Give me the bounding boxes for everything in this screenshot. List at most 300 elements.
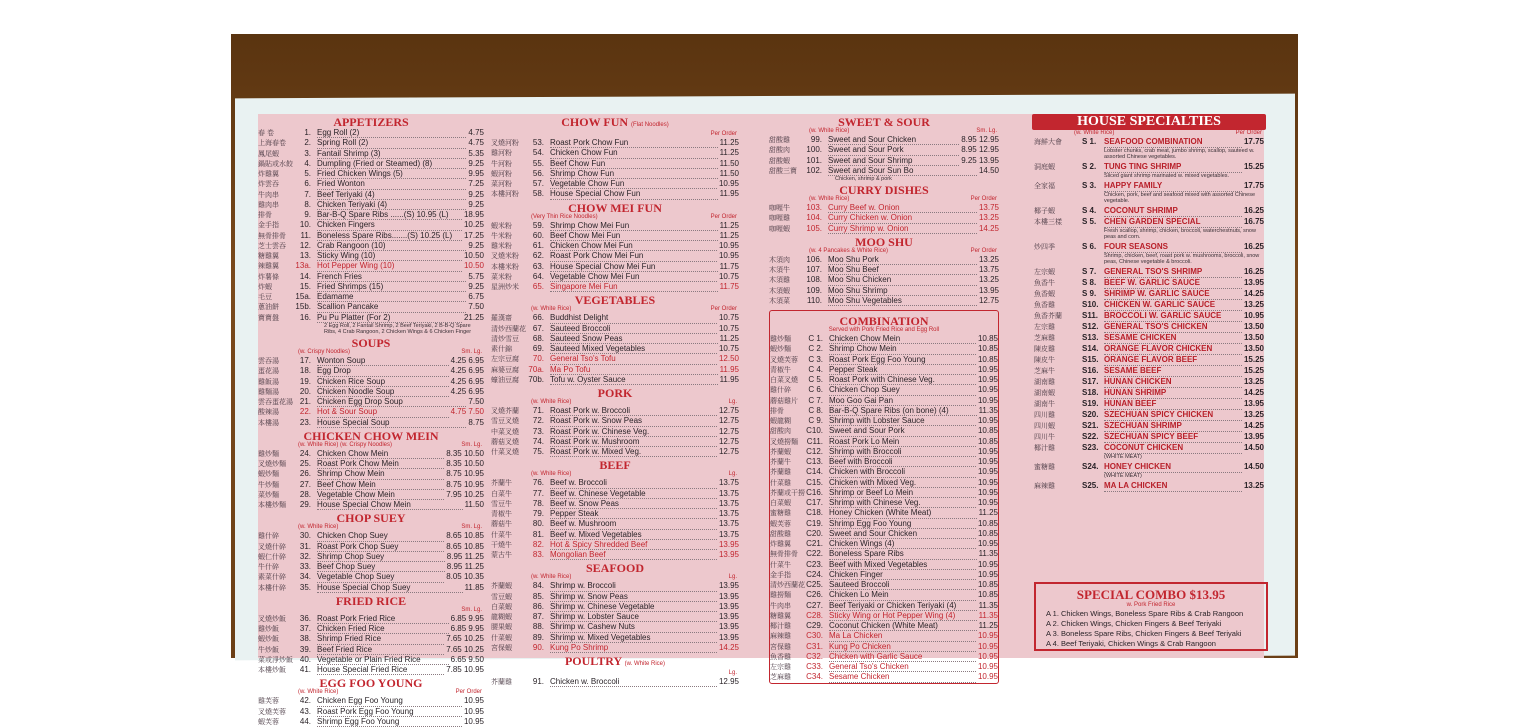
item-name: Chicken Lo Mein [829, 590, 976, 600]
menu-item [258, 179, 484, 189]
item-chinese-name: 甜酸雞 [769, 137, 790, 144]
menu-item [770, 570, 998, 580]
item-name: Beef Fried Rice [317, 645, 444, 655]
menu-item [491, 169, 739, 179]
item-number: 68. [532, 333, 544, 343]
item-name: Shrimp Chow Mein [317, 469, 444, 479]
item-number: 64. [532, 271, 544, 281]
item-price: 10.25 [463, 220, 484, 230]
house-special-item [1034, 388, 1264, 399]
item-chinese-name: 甜酸三寶 [769, 167, 797, 175]
item-name: Roast Pork Fried Rice [317, 614, 449, 624]
item-price: 11.25 [719, 220, 739, 230]
item-name: Bar-B-Q Spare Ribs ......(S) 10.95 (L) [317, 210, 462, 220]
item-number: 42. [299, 696, 311, 706]
item-chinese-name: 雲吞蛋花湯 [258, 399, 293, 407]
menu-item [258, 707, 484, 717]
menu-item [258, 624, 484, 634]
menu-item [769, 213, 999, 223]
house-special-item [1034, 311, 1264, 322]
item-price: 7.85 10.95 [446, 665, 484, 675]
chop-suey-sub: (w. White Rice) [298, 524, 339, 531]
item-chinese-name: 叉燒芥蘭 [491, 408, 519, 415]
item-number: 80. [532, 519, 544, 529]
item-number: 36. [299, 613, 311, 623]
item-chinese-name: 芥蘭牛 [770, 459, 791, 467]
item-name: Curry Shrimp w. Onion [828, 224, 977, 234]
item-chinese-name: 四川牛 [1034, 434, 1055, 441]
item-chinese-name: 芥蘭雞 [770, 469, 791, 477]
item-chinese-name: 蝦河粉 [491, 170, 512, 178]
section-title-chop-suey: CHOP SUEY [336, 511, 406, 526]
chow-mein-sub: (w. White Rice) (w. Crispy Noodles) [298, 441, 393, 448]
menu-item [491, 592, 739, 602]
item-number: S 4. [1082, 206, 1097, 215]
item-number: 41. [299, 665, 311, 675]
item-chinese-name: 本樓炒飯 [258, 667, 286, 675]
item-chinese-name: 牛炒飯 [258, 646, 279, 654]
item-name: Chicken Chow Mein [317, 449, 444, 459]
item-chinese-name: 雞米粉 [491, 243, 512, 250]
item-price: 13.95 [718, 581, 739, 591]
item-price: 10.85 [977, 436, 998, 446]
item-name: SZECHUAN SPICY CHICKEN [1104, 410, 1242, 421]
chow-mein-header [258, 442, 484, 449]
menu-item [258, 356, 484, 366]
menu-item [258, 169, 484, 179]
item-name: House Special Fried Rice [317, 665, 444, 675]
item-price: 11.25 [719, 138, 739, 147]
moo-shu-header [769, 248, 999, 255]
item-price: 16.25 [1243, 242, 1264, 251]
menu-item [258, 241, 484, 251]
item-chinese-name: 咖喱蝦 [769, 225, 790, 233]
item-number: C22. [806, 549, 823, 559]
menu-item [491, 406, 739, 416]
item-number: 3. [304, 148, 311, 158]
item-number: 55. [532, 158, 544, 168]
item-chinese-name: 羅漢齋 [491, 315, 512, 323]
item-price: 11.35 [978, 610, 998, 620]
item-number: 90. [532, 642, 544, 652]
moo-shu-per-label: Per [970, 247, 980, 254]
item-number: C33. [806, 662, 823, 672]
item-price: 10.95 [977, 569, 998, 579]
item-price: 11.75 [719, 261, 739, 271]
item-price: 10.95 [977, 364, 998, 374]
item-number: S23. [1082, 443, 1099, 452]
item-chinese-name: 芥蘭蝦 [491, 583, 512, 591]
item-name: Hot & Spicy Shredded Beef [550, 540, 717, 550]
item-number: C11. [806, 436, 823, 446]
item-name: Singapore Mei Fun [550, 282, 718, 292]
house-special-item [1034, 399, 1264, 410]
item-price: 10.75 [718, 271, 739, 281]
item-price: 9.25 13.95 [961, 155, 999, 165]
item-chinese-name: 雞炒麵 [770, 336, 791, 344]
menu-item [491, 427, 739, 437]
item-chinese-name: 雞什碎 [258, 533, 279, 541]
menu-item [770, 631, 998, 641]
menu-column-3 [769, 114, 999, 684]
item-number: 109. [806, 285, 822, 295]
item-chinese-name: 宮保雞 [770, 643, 791, 651]
item-chinese-name: 糖雞翼 [258, 253, 279, 260]
item-chinese-name: 芥蘭牛 [491, 480, 512, 488]
item-price: 10.95 [718, 251, 739, 261]
item-chinese-name: 炸雞翼 [770, 541, 791, 549]
item-number: 57. [532, 179, 544, 188]
item-price: 11.25 [978, 621, 998, 631]
special-combo-title: SPECIAL COMBO $13.95 [1076, 587, 1226, 602]
item-name: Roast Pork Chow Fun [550, 138, 718, 148]
item-name: Moo Shu Beef [828, 265, 977, 275]
item-price: 5.75 [468, 271, 484, 281]
item-name: Honey Chicken (White Meat) [829, 508, 977, 518]
item-name: SEAFOOD COMBINATION [1104, 137, 1242, 148]
sweet-sour-header [769, 128, 999, 135]
item-number: 87. [532, 612, 544, 621]
menu-item [258, 138, 484, 148]
item-price: 13.95 [1243, 278, 1264, 287]
item-number: S20. [1082, 410, 1099, 419]
item-price: 13.75 [978, 265, 999, 275]
item-price: 15.25 [1243, 162, 1264, 171]
item-price: 9.25 [468, 158, 484, 168]
item-chinese-name: 雞撈麵 [770, 592, 791, 600]
item-name: HONEY CHICKEN [1104, 462, 1242, 473]
item-name: Chicken Teriyaki (4) [317, 200, 466, 210]
item-number: 79. [532, 509, 544, 518]
item-name: Roast Pork w. Mushroom [550, 437, 717, 447]
item-name: Kung Po Chicken [829, 642, 976, 652]
item-chinese-name: 宮保蝦 [491, 644, 512, 652]
item-name: General Tso's Chicken [829, 662, 976, 672]
menu-item [770, 662, 998, 672]
menu-item [770, 447, 998, 457]
sweet-sour-sub: (w. White Rice) [809, 128, 850, 134]
special-combo-sub: w. Pork Fried Rice [1126, 602, 1176, 608]
item-chinese-name: 蜜糖雞 [770, 510, 791, 518]
chow-fun-sub: (Flat Noodles) [631, 122, 669, 128]
combination-sub: Served with Pork Fried Rice and Egg Roll [828, 327, 940, 334]
item-chinese-name: 雲吞湯 [258, 358, 279, 366]
item-number: S 9. [1082, 289, 1097, 298]
house-special-item [1034, 267, 1264, 278]
item-chinese-name: 芥蘭或干撈 [770, 489, 805, 497]
menu-item [491, 581, 739, 591]
menu-item [491, 633, 739, 643]
item-name: Shrimp Chop Suey [317, 552, 445, 562]
menu-item [491, 221, 739, 231]
item-number: S16. [1082, 366, 1099, 375]
item-chinese-name: 鳳尾蝦 [258, 150, 279, 158]
item-chinese-name: 蝦芙蓉 [258, 718, 279, 726]
item-price: 10.95 [977, 651, 998, 661]
item-name: Sweet and Sour Pork [828, 145, 959, 155]
item-name: COCONUT CHICKEN [1104, 443, 1242, 454]
item-price: 10.50 [463, 261, 484, 271]
menu-item [258, 665, 484, 675]
item-chinese-name: 椰汁雞 [1034, 445, 1055, 452]
item-name: Shrimp Chow Fun [550, 169, 718, 179]
menu-item [491, 447, 739, 457]
item-chinese-name: 椰子蝦 [1034, 208, 1055, 215]
item-price: 11.35 [978, 600, 998, 610]
item-name: Shrimp Egg Foo Young [829, 519, 976, 529]
item-chinese-name: 芥蘭雞 [491, 679, 512, 686]
menu-item [770, 621, 998, 631]
item-chinese-name: 芝麻牛 [1034, 368, 1055, 375]
item-chinese-name: 蠔油豆腐 [491, 376, 519, 384]
menu-item [770, 508, 998, 518]
pork-sub: (w. White Rice) [531, 399, 572, 405]
item-chinese-name: 牛米粉 [491, 232, 512, 240]
item-name: Chicken Chow Mein [829, 334, 976, 344]
item-price: 13.75 [718, 478, 739, 488]
item-name: Beef Chow Mei Fun [550, 231, 718, 241]
item-number: 104. [806, 213, 822, 223]
item-chinese-name: 菜河粉 [491, 181, 512, 188]
item-chinese-name: 湖南蝦 [1034, 390, 1055, 397]
item-price: 13.75 [718, 519, 739, 529]
menu-item [491, 365, 739, 375]
item-name: Sticky Wing or Hot Pepper Wing (4) [829, 611, 977, 621]
item-name: Chicken Finger [829, 570, 976, 580]
item-number: 9. [304, 210, 311, 219]
item-name: Beef w. Mushroom [550, 519, 717, 529]
menu-item [769, 224, 999, 234]
item-chinese-name: 叉燒什碎 [258, 543, 286, 551]
chow-mei-fun-list [491, 221, 739, 293]
item-name: HUNAN SHRIMP [1104, 388, 1242, 399]
item-price: 9.25 [468, 281, 484, 291]
item-number: S14. [1082, 344, 1099, 353]
menu-item [491, 612, 739, 622]
item-name: Hot Pepper Wing (10) [317, 261, 462, 271]
item-number: C15. [806, 477, 823, 487]
item-number: C14. [806, 467, 823, 477]
item-number: 103. [806, 203, 822, 213]
item-chinese-name: 雞什碎 [770, 387, 791, 395]
item-name: Edamame [317, 292, 466, 302]
item-chinese-name: 什菜牛 [491, 531, 512, 539]
item-number: 108. [806, 275, 822, 285]
item-number: 34. [299, 572, 311, 582]
item-chinese-name: 蝦米粉 [491, 222, 512, 230]
poultry-title: POULTRY [564, 654, 622, 668]
item-price: 11.95 [719, 374, 739, 384]
moo-shu-sub: (w. 4 Pancakes & White Rice) [809, 247, 889, 254]
item-description: Fresh scallop, shrimp, chicken, broccoli, waterchestnuts, snow peas and corn. [1104, 228, 1256, 240]
menu-item [769, 286, 999, 296]
item-number: S18. [1082, 388, 1099, 397]
item-price: 10.95 [463, 696, 484, 706]
item-price: 16.25 [1243, 267, 1264, 276]
menu-item [258, 313, 484, 323]
item-number: 15a. [295, 292, 311, 301]
item-name: Shrimp w. Lobster Sauce [550, 612, 717, 622]
item-number: 60. [532, 230, 544, 240]
item-chinese-name: 青椒牛 [491, 511, 512, 518]
house-special-item [1034, 333, 1264, 344]
item-number: S13. [1082, 333, 1099, 342]
item-number: S12. [1082, 322, 1099, 331]
item-chinese-name: 牛肉串 [258, 191, 279, 199]
item-chinese-name: 魚香蝦 [1034, 291, 1055, 298]
item-price: 4.75 [468, 138, 484, 148]
item-price: 13.25 [1243, 300, 1264, 309]
item-price: 7.95 10.25 [446, 489, 484, 499]
chow-mei-fun-sub: (Very Thin Rice Noodles) [531, 213, 598, 220]
item-price: 13.95 [718, 612, 739, 621]
menu-item [258, 272, 484, 282]
item-price: 13.95 [978, 285, 999, 295]
item-number: 76. [532, 478, 544, 488]
item-number: 73. [532, 426, 544, 436]
item-number: 105. [806, 223, 822, 233]
item-chinese-name: 酸辣湯 [258, 409, 279, 417]
item-chinese-name: 龍糊蝦 [491, 614, 512, 621]
item-name: House Special Chow Mei Fun [550, 262, 718, 272]
item-price: 11.95 [719, 189, 739, 199]
item-chinese-name: 上海春卷 [258, 140, 286, 148]
item-price: 10.95 [977, 416, 998, 426]
item-number: C28. [806, 610, 823, 620]
item-name: Shrimp or Beef Lo Mein [829, 488, 976, 498]
item-name: Chicken Chop Suey [317, 531, 444, 541]
item-name: Fried Chicken Wings (5) [317, 169, 466, 179]
item-chinese-name: 牛河粉 [491, 160, 512, 168]
item-chinese-name: 蝦炒麵 [258, 471, 279, 479]
section-title-egg-foo-young: EGG FOO YOUNG [319, 676, 423, 691]
item-number: 18. [299, 366, 311, 376]
menu-item [258, 459, 484, 469]
item-number: C 2. [808, 344, 823, 354]
item-price: 13.25 [978, 213, 999, 223]
chow-fun-list [491, 138, 739, 200]
item-name: Beef w. Chinese Vegetable [550, 489, 717, 499]
item-price: 11.25 [978, 508, 998, 518]
menu-item [769, 255, 999, 265]
item-name: Chicken Noodle Soup [317, 387, 449, 397]
section-title-chow-fun [491, 116, 739, 131]
item-chinese-name: 蛋花湯 [258, 368, 279, 376]
item-number: C24. [806, 569, 823, 579]
soups-lg-label: Lg. [473, 349, 482, 356]
item-number: 11. [300, 230, 311, 240]
item-number: S11. [1082, 311, 1099, 320]
item-number: 24. [299, 448, 311, 458]
chow-mei-fun-per-label: Per [710, 213, 720, 220]
item-number: 56. [532, 168, 544, 178]
menu-column-4 [1034, 114, 1264, 492]
menu-item [769, 296, 999, 306]
menu-item [491, 334, 739, 344]
item-name: Pepper Steak [829, 365, 976, 375]
item-number: S 3. [1082, 181, 1097, 190]
item-name: Boneless Spare Ribs.......(S) 10.25 (L) [317, 231, 462, 241]
item-chinese-name: 左宗雞 [770, 664, 791, 672]
item-name: Dumpling (Fried or Steamed) (8) [317, 159, 466, 169]
item-name: Shrimp Egg Foo Young [317, 717, 462, 727]
curry-order-label: Order [981, 196, 997, 203]
item-price: 8.75 10.95 [446, 479, 484, 489]
item-name: Shrimp w. Cashew Nuts [550, 622, 717, 632]
item-chinese-name: 排骨 [770, 407, 784, 415]
seafood-lg-label: Lg. [728, 574, 737, 581]
menu-item [769, 166, 999, 176]
item-price: 14.50 [1243, 443, 1264, 452]
menu-item [258, 469, 484, 479]
item-price: 10.85 [977, 334, 998, 344]
beef-lg-label: Lg. [728, 471, 737, 478]
item-name: Chicken Egg Foo Young [317, 696, 462, 706]
item-name: Roast Pork with Chinese Veg. [829, 375, 976, 385]
item-number: C 1. [808, 334, 823, 344]
item-name: GENERAL TSO'S CHICKEN [1104, 322, 1242, 333]
item-chinese-name: 木須雞 [769, 277, 790, 285]
item-price: 10.95 [977, 375, 998, 385]
house-special-item [1034, 443, 1264, 454]
item-number: 62. [532, 251, 544, 261]
item-number: C18. [806, 508, 823, 518]
menu-item [770, 416, 998, 426]
item-price: 12.75 [718, 406, 739, 415]
beef-sub: (w. White Rice) [531, 471, 572, 478]
item-price: 7.65 10.25 [446, 644, 484, 654]
item-chinese-name: 炸薯條 [258, 273, 279, 281]
item-name: French Fries [317, 272, 466, 282]
section-title-combination: COMBINATION [839, 314, 929, 329]
item-price: 15.25 [1243, 366, 1264, 375]
chow-mein-list [258, 449, 484, 511]
menu-item [491, 179, 739, 189]
item-name: BROCCOLI W. GARLIC SAUCE [1104, 311, 1242, 322]
menu-item [258, 251, 484, 261]
item-price: 10.95 [977, 395, 998, 405]
item-number: 54. [532, 148, 544, 158]
item-name: Roast Pork Chop Suey [317, 542, 444, 552]
item-chinese-name: 干燒牛 [491, 541, 512, 549]
item-price: 7.25 [468, 179, 484, 189]
item-number: 70b. [528, 374, 544, 384]
pork-list [491, 406, 739, 457]
item-name: SHRIMP W. GARLIC SAUCE [1104, 289, 1242, 300]
item-price: 10.85 [977, 580, 998, 590]
item-price: 11.95 [719, 364, 739, 374]
menu-item [491, 344, 739, 354]
menu-item [258, 387, 484, 397]
item-number: 5. [304, 169, 311, 178]
item-chinese-name: 甜酸雞 [770, 530, 791, 538]
item-name: Sesame Chicken [829, 672, 976, 682]
item-price: 18.95 [463, 210, 484, 219]
item-chinese-name: 甜酸肉 [770, 428, 791, 436]
item-price: 17.75 [1243, 181, 1264, 190]
item-number: 75. [532, 447, 544, 456]
item-number: S21. [1082, 421, 1099, 430]
menu-item [770, 652, 998, 662]
soups-sub: (w. Crispy Noodles) [298, 349, 351, 356]
item-chinese-name: 糖雞翼 [770, 612, 791, 620]
item-chinese-name: 白菜蝦 [770, 500, 791, 508]
item-chinese-name: 白菜蝦 [491, 603, 512, 611]
item-chinese-name: 蝦龍糊 [770, 418, 791, 426]
item-number: 38. [299, 634, 311, 644]
item-price: 13.95 [1243, 432, 1264, 441]
item-price: 4.25 6.95 [450, 386, 484, 396]
